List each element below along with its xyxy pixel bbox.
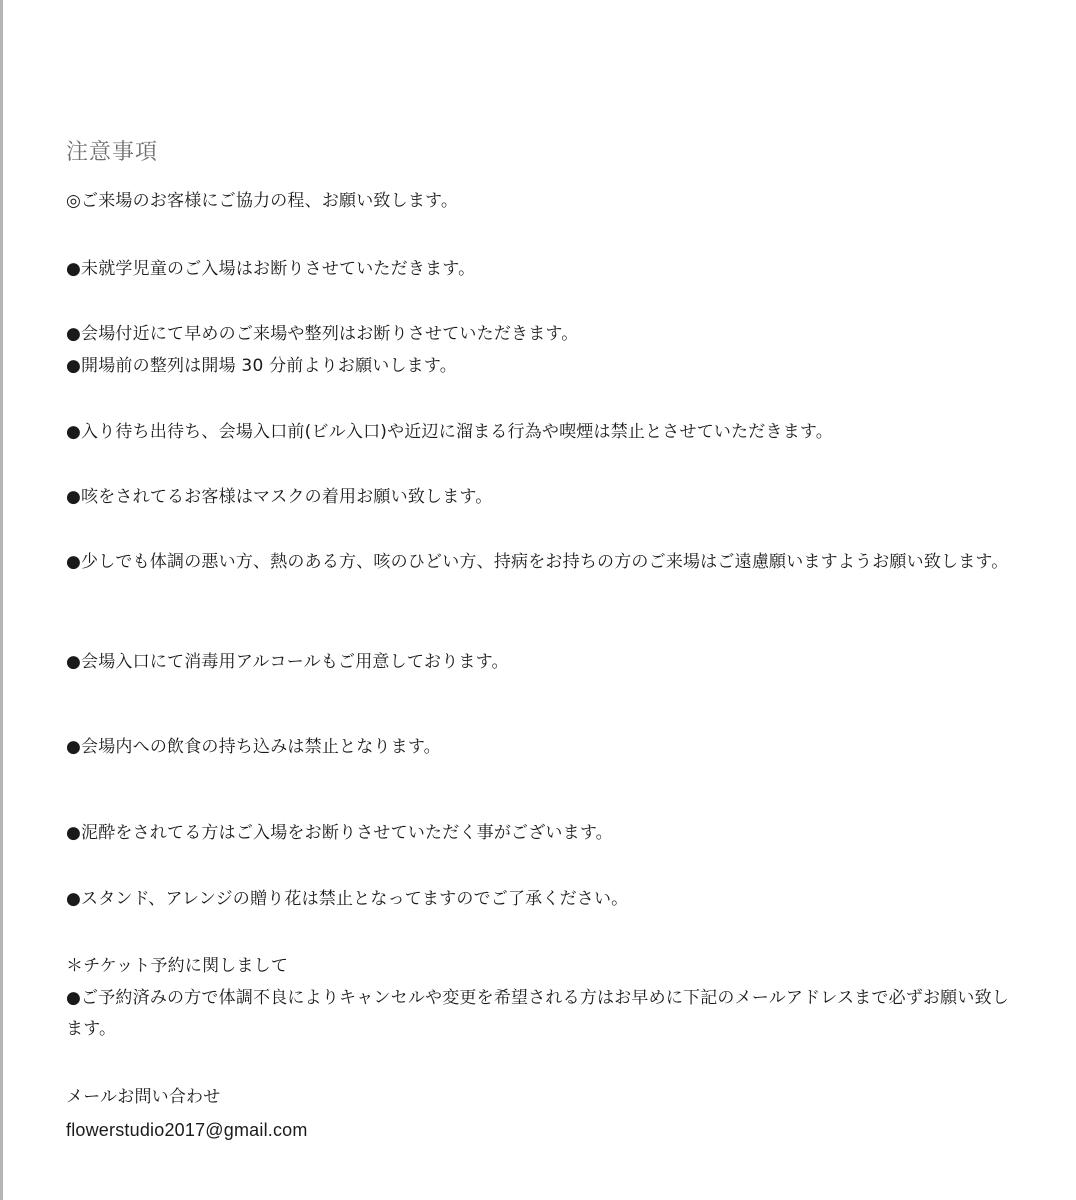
- notice-item: ●咳をされてるお客様はマスクの着用お願い致します。: [66, 487, 493, 507]
- notice-item: ●スタンド、アレンジの贈り花は禁止となってますのでご了承ください。: [66, 889, 629, 909]
- notice-item: ●会場付近にて早めのご来場や整列はお断りさせていただきます。: [66, 324, 579, 344]
- notice-item: ●未就学児童のご入場はお断りさせていただきます。: [66, 259, 476, 279]
- left-border: [0, 0, 3, 1200]
- intro-text: ◎ご来場のお客様にご協力の程、お願い致します。: [66, 191, 459, 211]
- notice-item: ●泥酔をされてる方はご入場をお断りさせていただく事がございます。: [66, 823, 613, 843]
- notice-item: ●会場内への飲食の持ち込みは禁止となります。: [66, 737, 441, 757]
- notice-item: ●少しでも体調の悪い方、熱のある方、咳のひどい方、持病をお持ちの方のご来場はご遠慮願いますようお願い致します。: [66, 552, 1009, 572]
- contact-email: flowerstudio2017@gmail.com: [66, 1120, 308, 1140]
- notice-item: ●入り待ち出待ち、会場入口前(ビル入口)や近辺に溜まる行為や喫煙は禁止とさせていただきます。: [66, 422, 833, 442]
- ticket-heading: ＊チケット予約に関しまして: [66, 956, 289, 976]
- page-title: 注意事項: [66, 140, 159, 165]
- contact-label: メールお問い合わせ: [66, 1087, 221, 1107]
- ticket-notice: ●ご予約済みの方で体調不良によりキャンセルや変更を希望される方はお早めに下記のメールアドレスまで必ずお願い致します。: [66, 988, 1009, 1039]
- notice-item: ●開場前の整列は開場 30 分前よりお願いします。: [66, 356, 457, 376]
- notice-item: ●会場入口にて消毒用アルコールもご用意しております。: [66, 652, 509, 672]
